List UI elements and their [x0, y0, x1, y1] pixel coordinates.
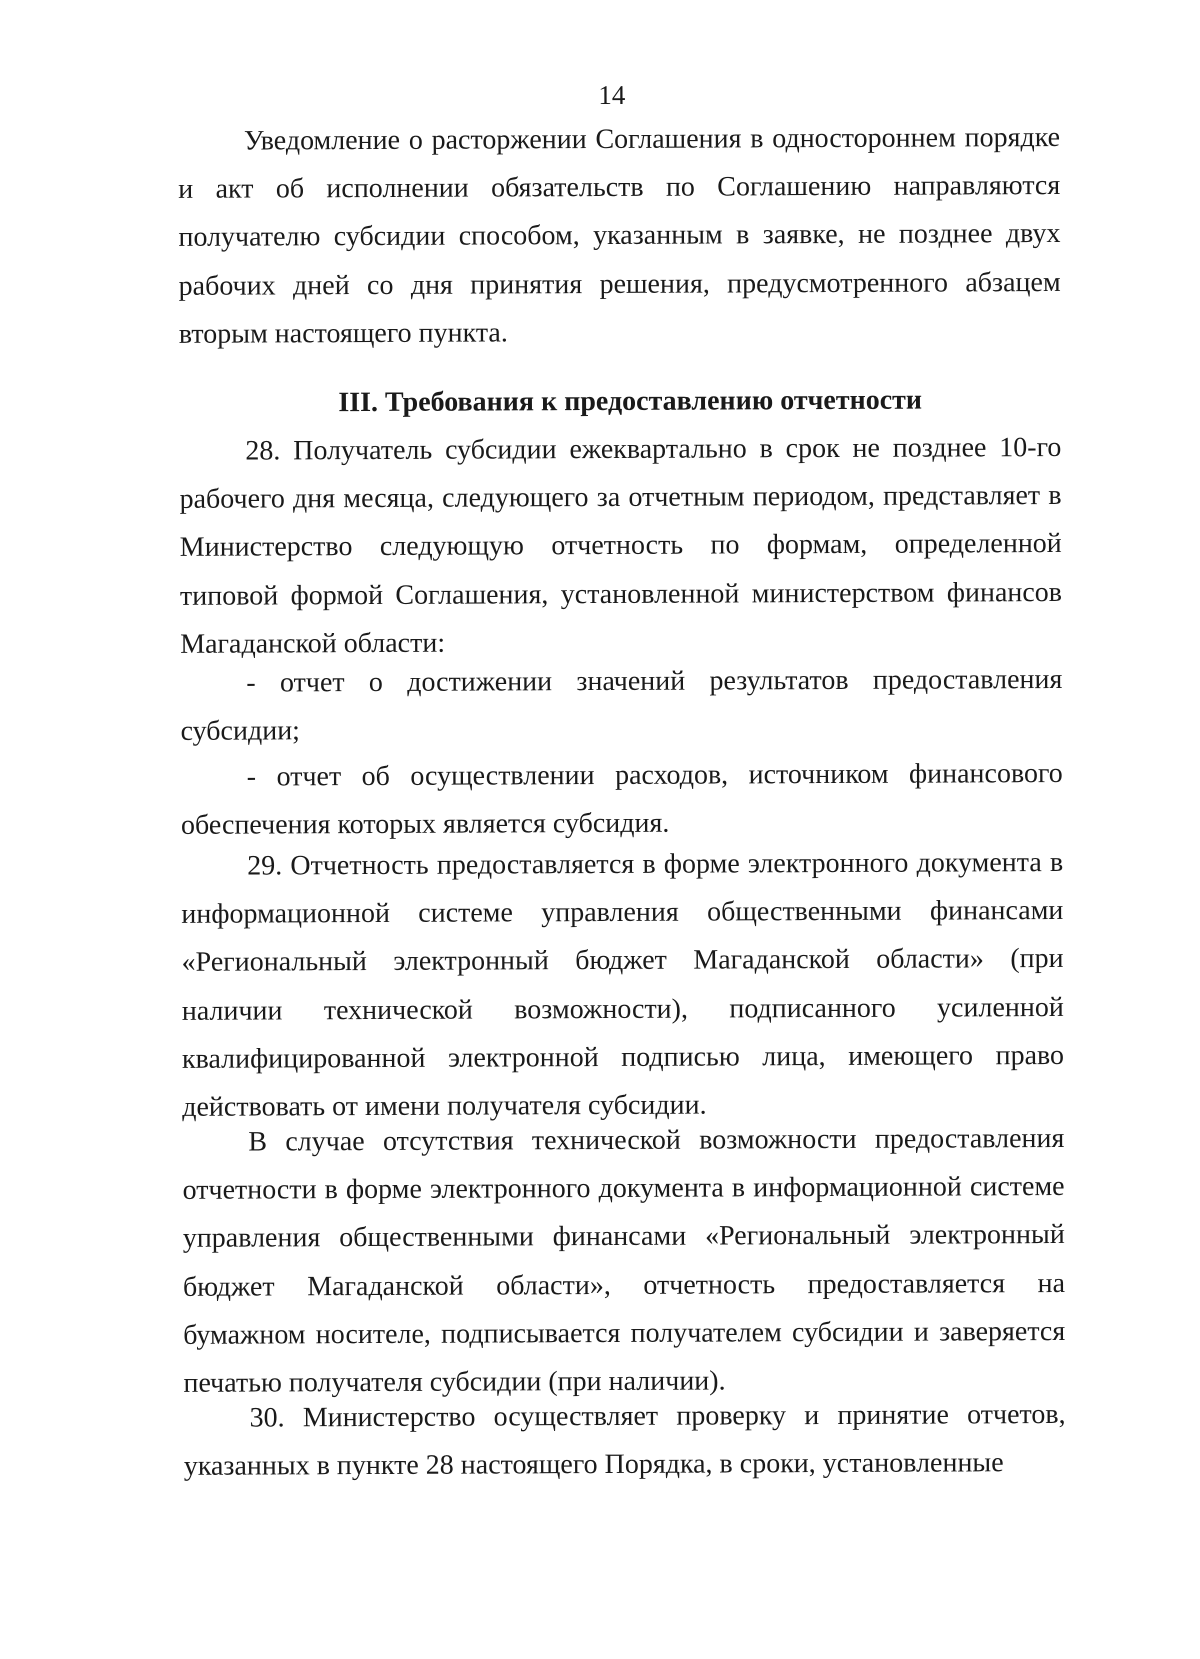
paragraph-termination-notice: Уведомление о расторжении Соглашения в одностороннем порядке и акт об исполнении обязательств по Соглашению направляются получателю субсидии способом, указанным в заявке, не позднее двух рабочих дней со дня принятия решения, предусмотренного абзацем вторым настоящего пункта.	[178, 121, 1061, 350]
paragraph-30: 30. Министерство осуществляет проверку и принятие отчетов, указанных в пункте 28 настоящего Порядка, в сроки, установленные	[183, 1398, 1066, 1483]
page-number: 14	[598, 79, 626, 111]
paragraph-29-paper: В случае отсутствия технической возможности предоставления отчетности в форме электронного документа в информационной системе управления общественными финансами «Региональный электронный бюджет Магаданской области», отчетность предоставляется на бумажном носителе, подписывается получателем субсидии и заверяется печатью получателя субсидии (при наличии).	[182, 1122, 1066, 1399]
paragraph-29: 29. Отчетность предоставляется в форме электронного документа в информационной системе управления общественными финансами «Региональный электронный бюджет Магаданской области» (при наличии технической возможности), подписанного усиленной квалифицированной электронной подписью лица, имеющего право действовать от имени получателя субсидии.	[181, 846, 1065, 1123]
paragraph-28: 28. Получатель субсидии ежеквартально в срок не позднее 10-го рабочего дня месяца, следующего за отчетным периодом, представляет в Министерство следующую отчетность по формам, определенной типовой формой Соглашения, установленной министерством финансов Магаданской области:	[179, 431, 1063, 660]
paragraph-report-item-2: - отчет об осуществлении расходов, источником финансового обеспечения которых является субсидия.	[180, 757, 1063, 842]
paragraph-report-item-1: - отчет о достижении значений результатов предоставления субсидии;	[180, 663, 1063, 748]
section-heading: III. Требования к предоставлению отчетности	[338, 384, 923, 419]
